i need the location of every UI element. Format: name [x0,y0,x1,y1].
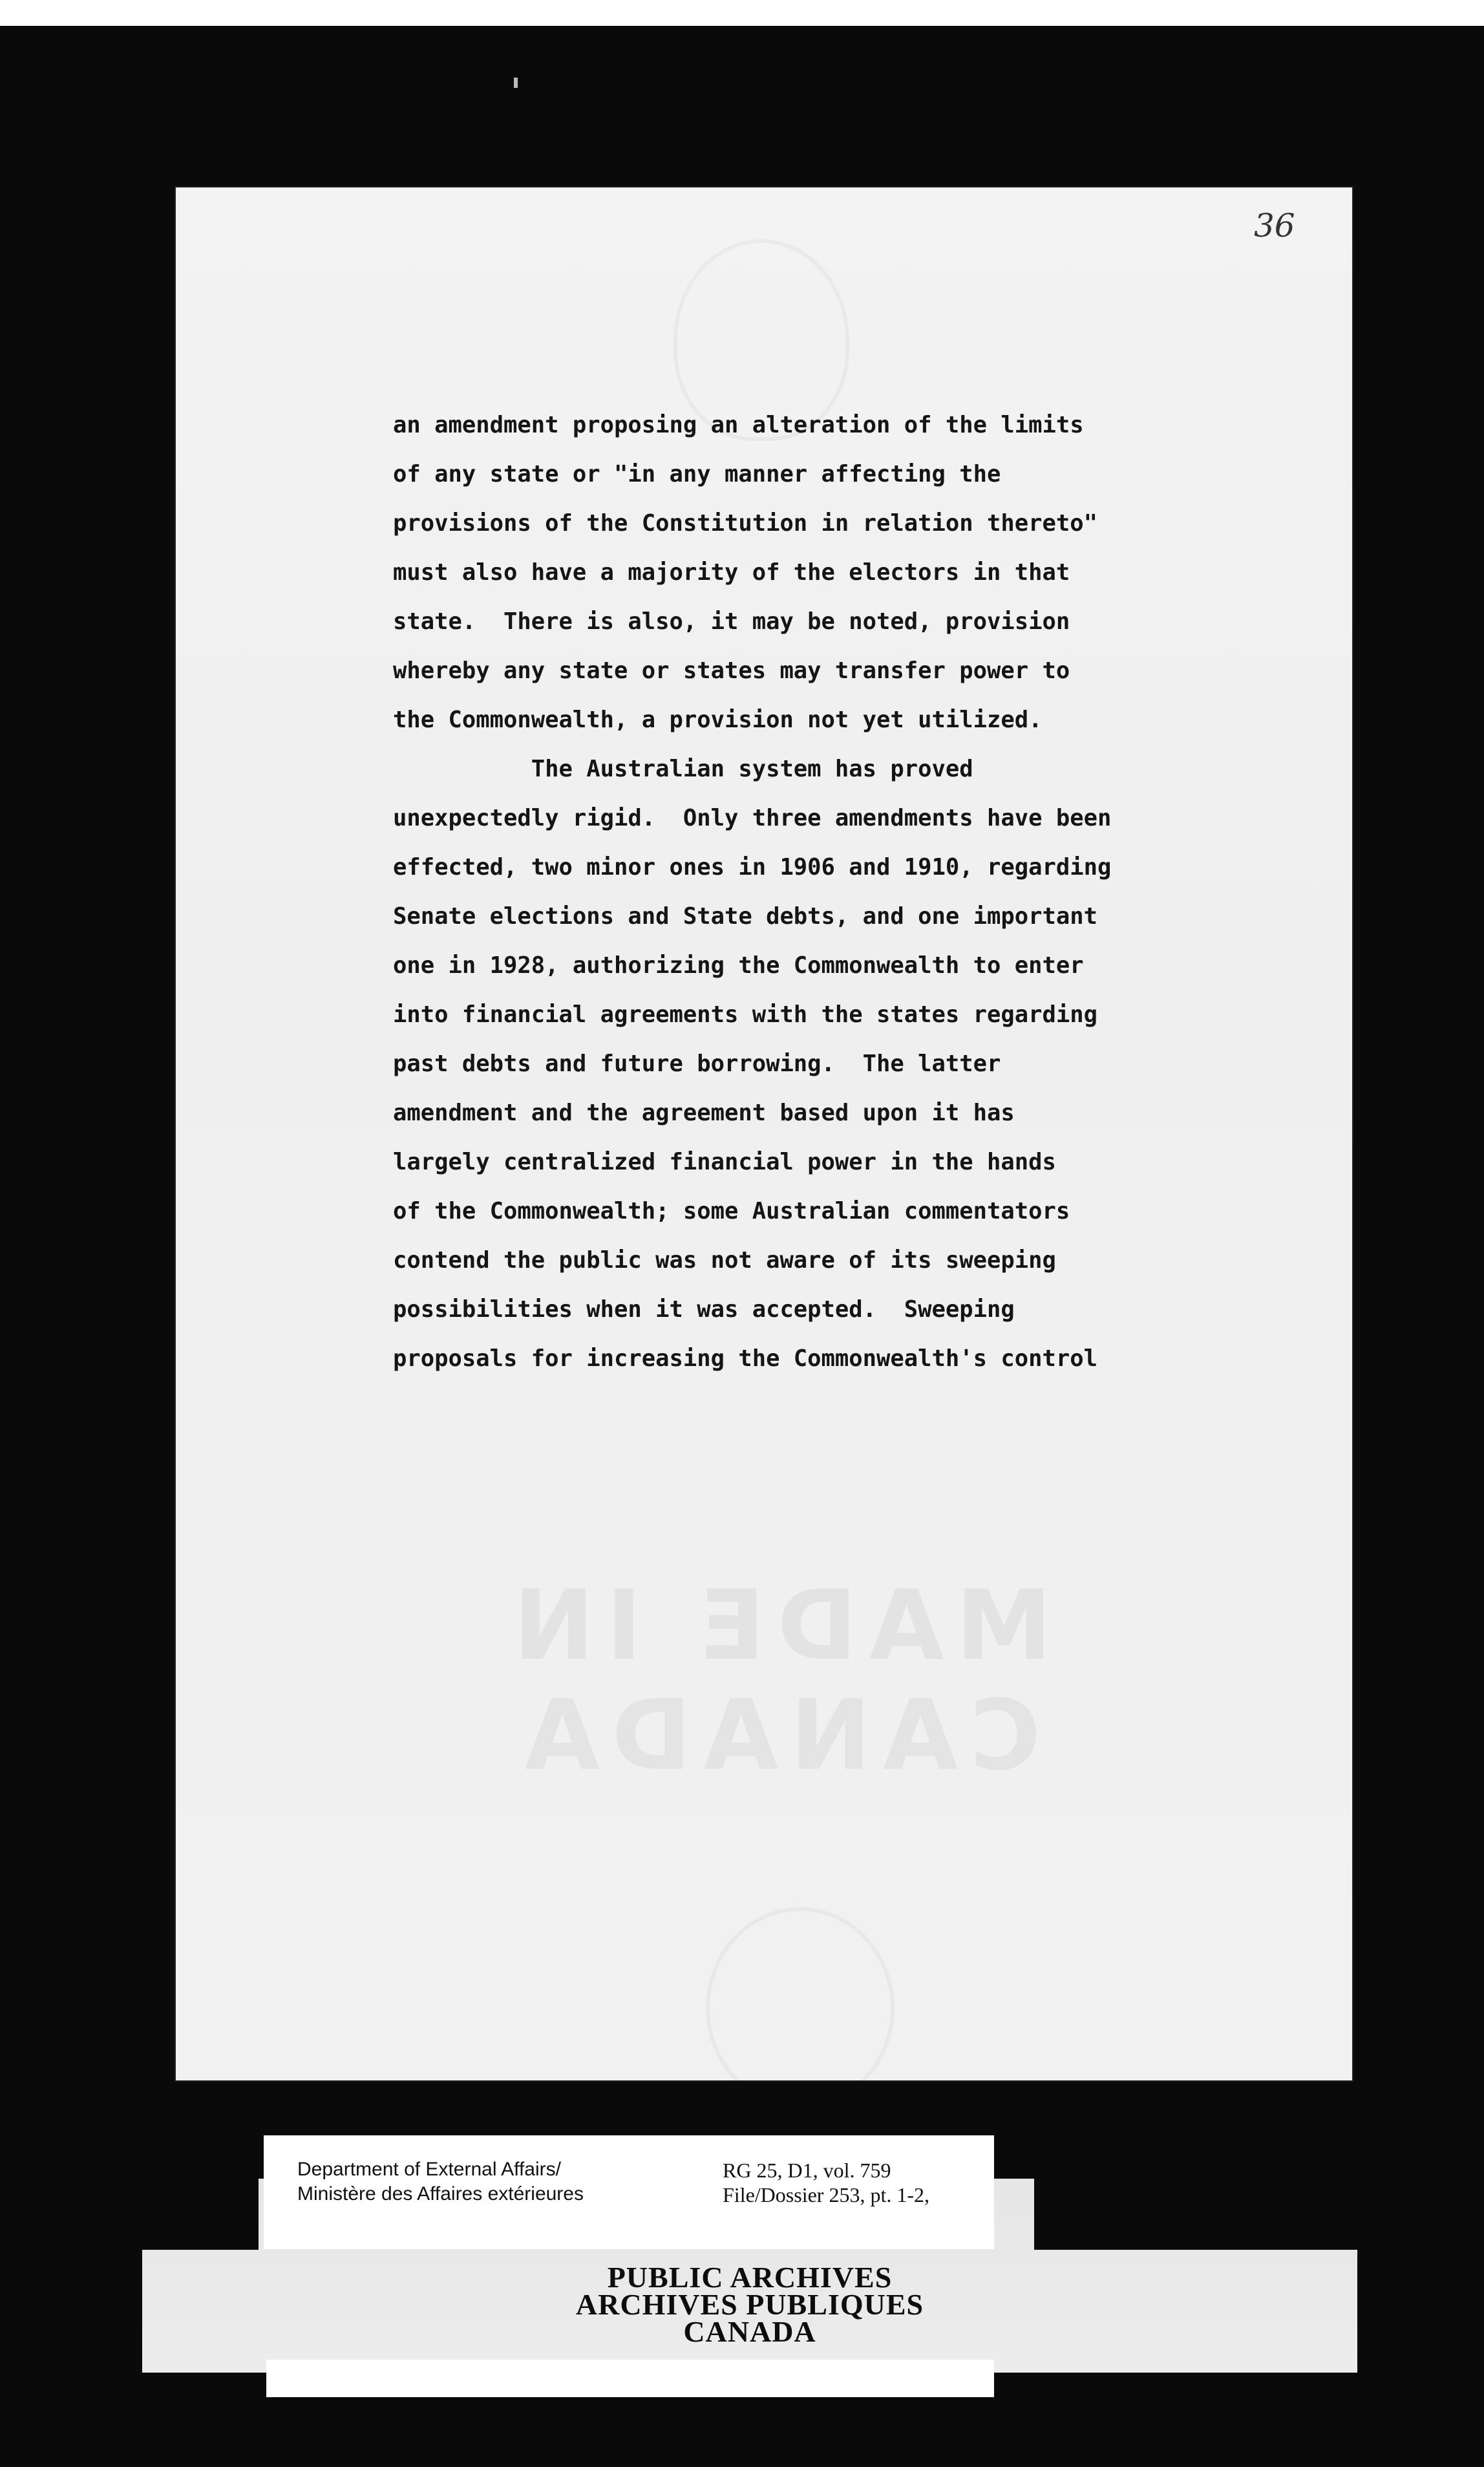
department-name-fr: Ministère des Affaires extérieures [297,2183,584,2205]
text-line: into financial agreements with the states regarding [393,1001,1098,1028]
page-number: 36 [1254,207,1295,244]
text-line: unexpectedly rigid. Only three amendments have been [393,805,1112,831]
record-group-reference: RG 25, D1, vol. 759 [723,2159,891,2182]
text-line: possibilities when it was accepted. Sweeping [393,1296,1015,1323]
text-line: contend the public was not aware of its sweeping [393,1247,1056,1274]
text-line: Senate elections and State debts, and one important [393,903,1098,930]
body-text [393,401,1337,1383]
text-line: of the Commonwealth; some Australian commentators [393,1198,1070,1224]
archive-reference-label [264,2135,994,2249]
text-line: amendment and the agreement based upon it has [393,1100,1015,1126]
film-top-edge [0,0,1484,26]
department-name-en: Department of External Affairs/ [297,2159,561,2180]
text-line: one in 1928, authorizing the Commonwealth to enter [393,952,1084,979]
text-line: the Commonwealth, a provision not yet utilized. [393,707,1043,733]
paper-watermark: MADE IN CANADA [502,1570,1052,1792]
text-line: whereby any state or states may transfer power to [393,657,1070,684]
text-line: past debts and future borrowing. The latter [393,1051,1001,1077]
stamp-line: CANADA [683,2315,816,2348]
text-line: provisions of the Constitution in relation thereto" [393,510,1098,537]
text-line: proposals for increasing the Commonwealth's control [393,1345,1098,1372]
watermark-seal [706,1907,895,2109]
text-line: of any state or "in any manner affecting the [393,461,1001,487]
document-page [176,187,1352,2080]
archive-stamp [142,2261,1357,2348]
text-line: must also have a majority of the electors in that [393,559,1070,586]
stamp-line: PUBLIC ARCHIVES [607,2261,893,2294]
label-bottom-strip [266,2360,994,2397]
text-line: effected, two minor ones in 1906 and 1910, regarding [393,854,1112,881]
stamp-line: ARCHIVES PUBLIQUES [575,2288,924,2321]
film-speck [514,78,518,88]
text-line: state. There is also, it may be noted, provision [393,608,1070,635]
card-notch [1034,2179,1357,2250]
text-line: largely centralized financial power in the hands [393,1149,1056,1175]
text-line: The Australian system has proved [393,756,973,782]
card-notch [142,2179,259,2250]
file-reference: File/Dossier 253, pt. 1-2, [723,2183,929,2206]
text-line: an amendment proposing an alteration of the limits [393,412,1084,438]
